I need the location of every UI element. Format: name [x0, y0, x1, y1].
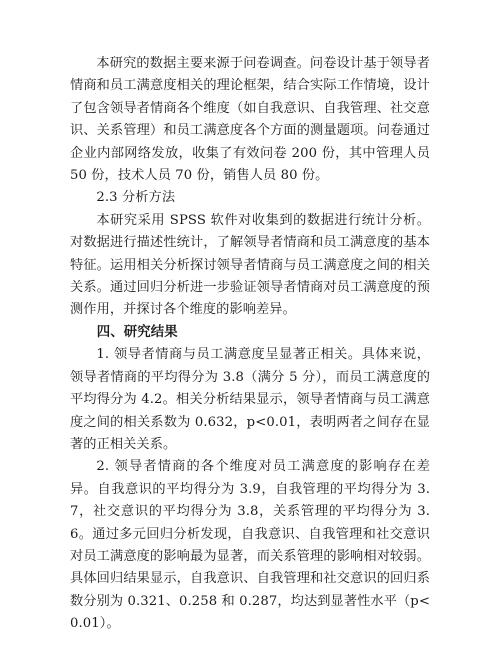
paragraph-result-2: 2. 领导者情商的各个维度对员工满意度的影响存在差异。自我意识的平均得分为 3.9，自我管理的平均得分为 3.7，社交意识的平均得分为 3.8，关系管理的平均得分为 3.6。通过多元回归分析发现，自我意识、自我管理和社交意识对员工满意度的影响最为显著，而关系管理的影响相对较弱。具体回归结果显示，自我意识、自我管理和社交意识的回归系数分别为 0.321、0.258 和 0.287，均达到显著性水平（p<0.01）。 [70, 459, 430, 632]
paragraph-data-source: 本研究的数据主要来源于问卷调查。问卷设计基于领导者情商和员工满意度相关的理论框架，结合实际工作情境，设计了包含领导者情商各个维度（如自我意识、自我管理、社交意识、关系管理）和员工满意度各个方面的测量题项。问卷通过企业内部网络发放，收集了有效问卷 200 份，其中管理人员 50 份，技术人员 70 份，销售人员 80 份。 [70, 56, 430, 184]
paragraph-analysis-method: 本研究采用 SPSS 软件对收集到的数据进行统计分析。对数据进行描述性统计，了解领导者情商和员工满意度的基本特征。运用相关分析探讨领导者情商与员工满意度之间的相关关系。通过回归分析进一步验证领导者情商对员工满意度的预测作用，并探讨各个维度的影响差异。 [70, 212, 430, 318]
paragraph-result-1: 1. 领导者情商与员工满意度呈显著正相关。具体来说，领导者情商的平均得分为 3.8（满分 5 分），而员工满意度的平均得分为 4.2。相关分析结果显示，领导者情商与员工满意度之间的相关系数为 0.632，p<0.01，表明两者之间存在显著的正相关关系。 [70, 347, 430, 452]
section-heading-research-results: 四、研究结果 [96, 324, 178, 340]
section-heading-analysis-method: 2.3 分析方法 [96, 190, 176, 206]
